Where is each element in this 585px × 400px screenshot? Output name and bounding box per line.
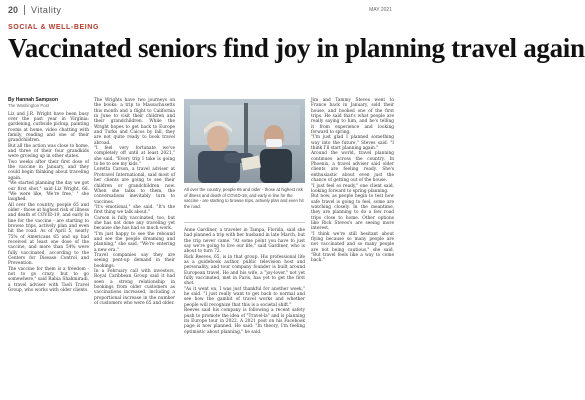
paragraph: "I feel very fortunate we've completely off until at least 2021," she said. "Every trip I take is going to be to see my kids." xyxy=(94,146,175,168)
divider-rule xyxy=(184,222,305,223)
byline-author: By Hannah Sampson xyxy=(8,97,59,103)
article-column-4 xyxy=(311,98,394,264)
publication-name: Vitality xyxy=(31,5,62,15)
paragraph: The Wrights have two journeys on the books: a trip to Massachusetts this month and a flight to California in June to visit their children and their grandchildren. While the Wright hopes to get back to Europe and Turks and Caicos by fall, they are not quite ready to book travel abroad. xyxy=(94,98,175,146)
photo-illustration xyxy=(184,99,305,183)
page-number: 20 xyxy=(8,5,19,15)
article-column-3 xyxy=(184,228,305,335)
paragraph: Liz and J.R. Wright have been busy over the past year in Virginia: gardening, curbside pickup, painting rooms at home, video chatting with family, reading and one of their grandchildren. xyxy=(8,111,89,144)
paragraph: "It's emotional," she said. "It's the first thing we talk about." xyxy=(94,204,175,216)
paragraph: "I think we're still hesitant about flying because so many people are not vaccinated and so many people are not being cautious," she said. "But travel feels like a way to come back." xyxy=(311,231,394,264)
article-photo xyxy=(184,99,305,183)
paragraph: But all the action was close to home, and three of their four grandkids were growing up in other states. xyxy=(8,143,89,160)
headline: Vaccinated seniors find joy in planning travel again xyxy=(8,33,585,63)
paragraph: Loretta Carson, a travel adviser at Protravel International, said most of her clients are going to see their children or grandchildren now. When she talks to them, the conversations inevitably turn to vaccines. xyxy=(94,167,175,205)
paragraph: The vaccine for them is a freedom - not to go crazy, but to go somewhere," said Rabia Shahmiradi, a travel adviser with Taoli Travel Group, who works with older clients. xyxy=(8,266,89,294)
paragraph: Carson is fully vaccinated, too, but she has not done any traveling yet because she has had so much work. xyxy=(94,215,175,232)
paragraph: "We started planning the day we got our first shot," said Liz Wright, 66. "We were like, 'We're free,' " she laughed. xyxy=(8,181,89,203)
paragraph: "As it went on, I was just thankful for another week," he said. "I just really want to get back to normal and see how the gambit of travel works and whether people will recognize that this is a societal shift." xyxy=(184,286,305,308)
paragraph: Jim and Tammy Steves went to France back in January, sold their house, and booked one of the first trips. He said that's what people are really saying to him, and he's telling it from experience and looking forward to spring. xyxy=(311,98,394,136)
byline-organization: The Washington Post xyxy=(8,103,49,109)
paragraph: "I'm just glad I planned something way into the future," Steves said. "I think I'll start planning again." xyxy=(311,135,394,152)
paragraph: In a February call with investors, Royal Caribbean Group said it had seen a strong relationship in bookings from older customers as vaccinations increased, including a proportional increase in the number of customers who were 65 and older. xyxy=(94,269,175,307)
paragraph: Travel companies say they are seeing pent-up demand in their bookings. xyxy=(94,252,175,269)
photo-caption: All over the country, people 65 and older - those at highest risk of illness and death of COVID-19, and early in line for the vaccine - are starting to browse trips, actively plan and even hit the road. xyxy=(184,187,304,209)
paragraph: Reeves said his company is following a recent safety push to promote the idea of "Travel-la" and is planning its Europe tour in 2022. A 2021 post on his Facebook page is now planned. He said: "In theory, I'm feeling optimistic about planning," he said. xyxy=(184,308,305,335)
section-tag: SOCIAL & WELL-BEING xyxy=(8,24,99,31)
paragraph: But now, as people begin to test how safe travel is going to feel, some are watching closely. In the meantime, they are planning to do a few road trips close to home. Other options like Rick Steves's are seeing more interest. xyxy=(311,194,394,232)
paragraph: "I just feel so ready," one client said, looking forward to spring planning. xyxy=(311,183,394,194)
paragraph: Two weeks after their first dose of the vaccine in January, and they could begin thinking about traveling again. xyxy=(8,159,89,181)
header-divider xyxy=(24,5,25,15)
article-column-2 xyxy=(94,98,175,306)
paragraph: "I'm just happy to see the rebound and see the people dreaming and planning," she said. "We're entering a new era." xyxy=(94,231,175,253)
article-column-1 xyxy=(8,98,89,293)
header-left xyxy=(8,5,61,15)
paragraph: Anne Gardiner, a traveler in Tampa, Florida, said she had planned a trip with her husband in late March, but the trip never came. "At some point you have to just say we're going to live our life," said Gardiner, who is about to turn 72. xyxy=(184,228,305,255)
paragraph: Around the world, travel planning continues across the country. In Phoenix, a travel adviser said older clients are feeling ready. She's enthusiastic about even just the chance of getting out of the house. xyxy=(311,151,394,184)
issue-date: MAY 2021 xyxy=(369,7,392,13)
page-header xyxy=(0,0,400,20)
paragraph: All over the country, people 65 and older - those at highest risk of illness and death of COVID-19, and early in line for the vaccine - are starting to browse trips, actively plan and even hit the road. As of April 5, nearly 75% of Americans 65 and up had received at least one dose of the vaccine, and more than 54% were fully vaccinated, according to the Centers for Disease Control and Prevention. xyxy=(8,202,89,267)
paragraph: Rick Reeves, 65, is in that group. His professional life as a guidebook author, public television host and personality, and tour company founder is built around European travel. He and his wife, a "joy-lover," not yet fully vaccinated, met in Paris, has yet to get the first shot. xyxy=(184,254,305,287)
